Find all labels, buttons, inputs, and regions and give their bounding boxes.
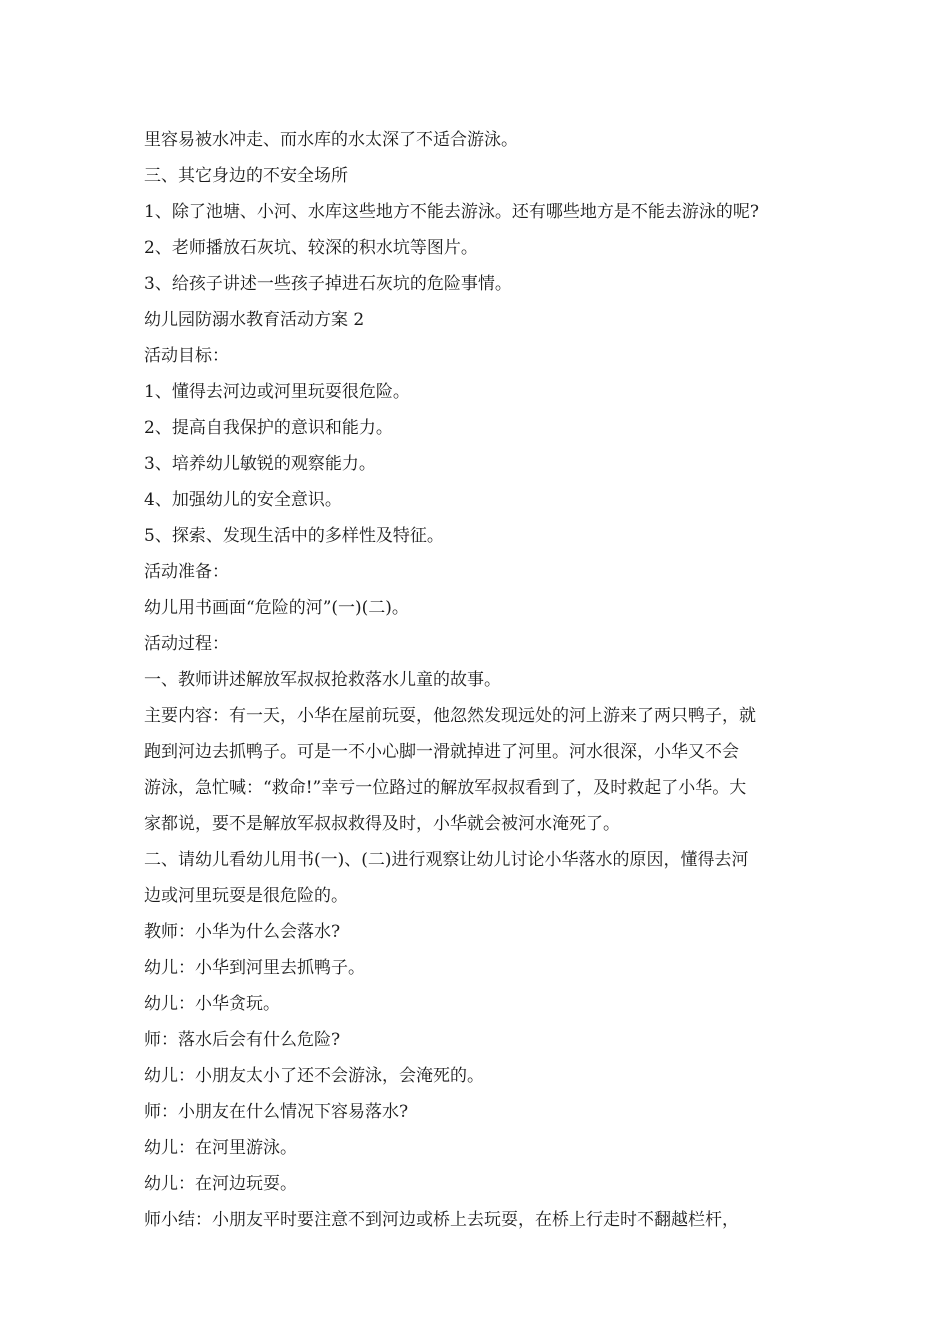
dialogue-line: 幼儿：在河里游泳。 bbox=[144, 1138, 297, 1158]
dialogue-line: 幼儿：小朋友太小了还不会游泳，会淹死的。 bbox=[144, 1066, 484, 1086]
text-line: 里容易被水冲走、而水库的水太深了不适合游泳。 bbox=[144, 130, 518, 150]
dialogue bbox=[144, 914, 808, 1238]
dialogue-line: 幼儿：小华贪玩。 bbox=[144, 994, 280, 1014]
list-item: 2、提高自我保护的意识和能力。 bbox=[144, 418, 393, 438]
text-line: 一、教师讲述解放军叔叔抢救落水儿童的故事。 bbox=[144, 670, 501, 690]
paragraph-line: 二、请幼儿看幼儿用书(一)、(二)进行观察让幼儿讨论小华落水的原因，懂得去河 bbox=[144, 850, 749, 870]
paragraph-line: 游泳，急忙喊：“救命!”幸亏一位路过的解放军叔叔看到了，及时救起了小华。大 bbox=[144, 778, 747, 798]
text-line: 2、老师播放石灰坑、较深的积水坑等图片。 bbox=[144, 238, 478, 258]
dialogue-line: 师：小朋友在什么情况下容易落水? bbox=[144, 1102, 409, 1122]
section-heading: 三、其它身边的不安全场所 bbox=[144, 166, 348, 186]
paragraph-line: 跑到河边去抓鸭子。可是一不小心脚一滑就掉进了河里。河水很深，小华又不会 bbox=[144, 742, 739, 762]
section-heading: 活动准备： bbox=[144, 562, 229, 582]
list-item: 4、加强幼儿的安全意识。 bbox=[144, 490, 342, 510]
dialogue-line: 幼儿：在河边玩耍。 bbox=[144, 1174, 297, 1194]
dialogue-line: 师：落水后会有什么危险? bbox=[144, 1030, 341, 1050]
text-line: 3、给孩子讲述一些孩子掉进石灰坑的危险事情。 bbox=[144, 274, 512, 294]
dialogue-line: 教师：小华为什么会落水? bbox=[144, 922, 341, 942]
section-heading: 活动过程： bbox=[144, 634, 229, 654]
paragraph-line: 家都说，要不是解放军叔叔救得及时，小华就会被河水淹死了。 bbox=[144, 814, 620, 834]
dialogue-line: 师小结：小朋友平时要注意不到河边或桥上去玩耍，在桥上行走时不翻越栏杆， bbox=[144, 1210, 739, 1230]
section-heading: 活动目标： bbox=[144, 346, 229, 366]
paragraph-line: 边或河里玩耍是很危险的。 bbox=[144, 886, 348, 906]
list-item: 1、懂得去河边或河里玩耍很危险。 bbox=[144, 382, 410, 402]
text-line: 1、除了池塘、小河、水库这些地方不能去游泳。还有哪些地方是不能去游泳的呢? bbox=[144, 202, 759, 222]
paragraph-line: 主要内容：有一天，小华在屋前玩耍，他忽然发现远处的河上游来了两只鸭子，就 bbox=[144, 706, 756, 726]
dialogue-line: 幼儿：小华到河里去抓鸭子。 bbox=[144, 958, 365, 978]
document-title: 幼儿园防溺水教育活动方案 2 bbox=[144, 310, 365, 330]
text-line: 幼儿用书画面“危险的河”(一)(二)。 bbox=[144, 598, 409, 618]
document-page bbox=[144, 122, 808, 1238]
list-item: 5、探索、发现生活中的多样性及特征。 bbox=[144, 526, 444, 546]
story-paragraph bbox=[144, 698, 808, 842]
list-item: 3、培养幼儿敏锐的观察能力。 bbox=[144, 454, 376, 474]
discussion-paragraph bbox=[144, 842, 808, 914]
